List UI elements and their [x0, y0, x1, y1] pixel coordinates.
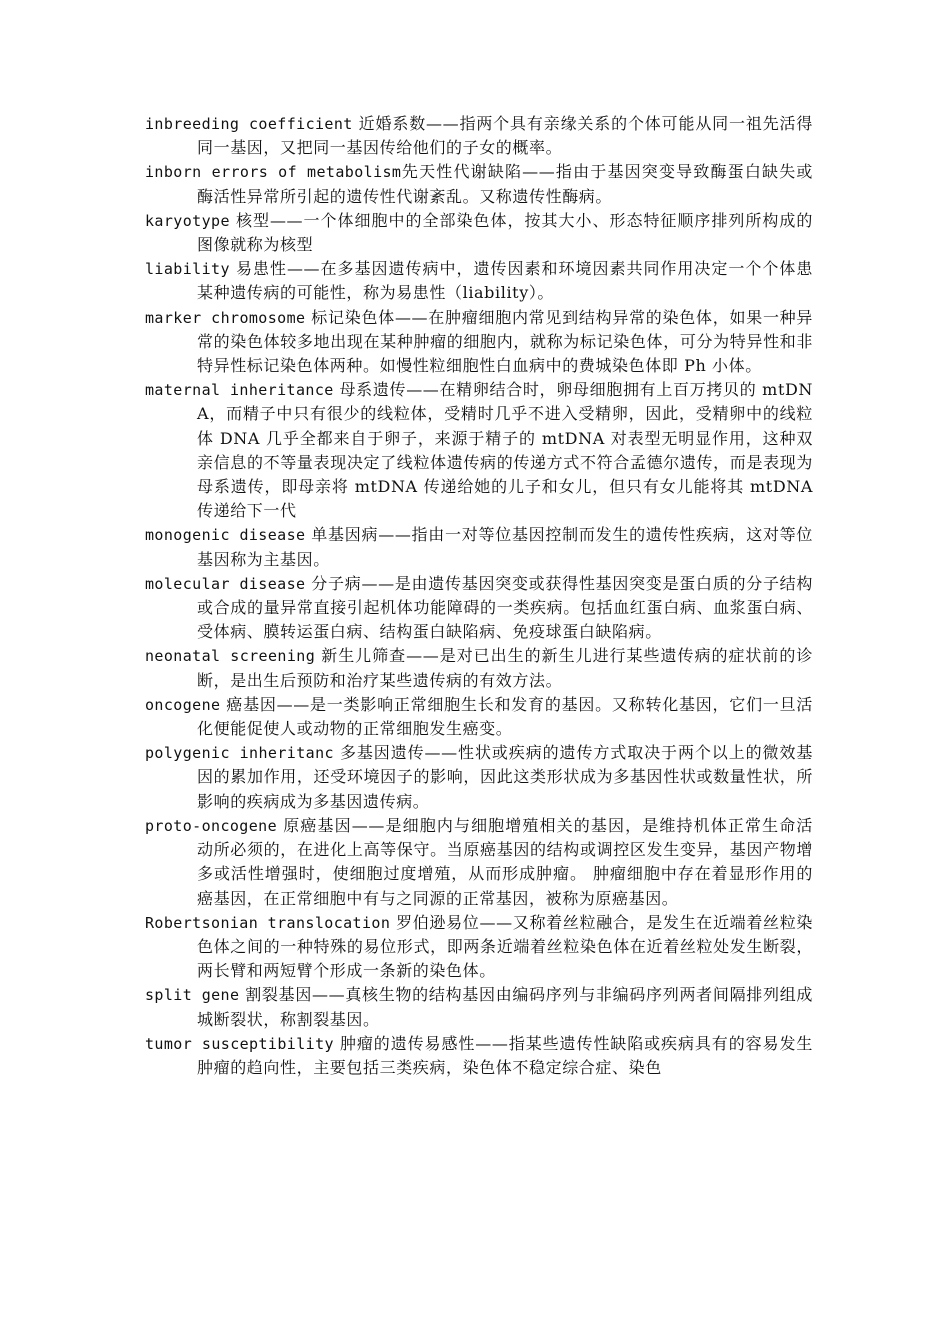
entry-term: oncogene: [145, 695, 221, 714]
entry-definition: 分子病——是由遗传基因突变或获得性基因突变是蛋白质的分子结构或合成的量异常直接引起机体功能障碍的一类疾病。包括血红蛋白病、血浆蛋白病、受体病、膜转运蛋白病、结构蛋白缺陷病、免疫球蛋白缺陷病。: [197, 573, 814, 642]
glossary-list: [145, 112, 813, 1080]
entry-definition: 多基因遗传——性状或疾病的遗传方式取决于两个以上的微效基因的累加作用，还受环境因子的影响，因此这类形状成为多基因性状或数量性状，所影响的疾病成为多基因遗传病。: [197, 743, 813, 811]
glossary-entry: [145, 911, 813, 984]
entry-definition: 原癌基因——是细胞内与细胞增殖相关的基因，是维持机体正常生命活动所必须的，在进化上高等保守。当原癌基因的结构或调控区发生变异，基因产物增多或活性增强时，使细胞过度增殖，从而形成肿瘤。 肿瘤细胞中存在着显形作用的癌基因，在正常细胞中有与之同源的正常基因，被称为原癌基因。: [197, 815, 813, 908]
entry-term: marker chromosome: [145, 308, 306, 327]
entry-term: karyotype: [145, 211, 230, 230]
entry-term: neonatal screening: [145, 647, 316, 666]
glossary-entry: [145, 741, 813, 814]
glossary-entry: [145, 1032, 813, 1080]
glossary-entry: [145, 523, 813, 571]
entry-definition: 核型——一个体细胞中的全部染色体，按其大小、形态特征顺序排列所构成的图像就称为核型: [197, 210, 813, 255]
entry-definition: 肿瘤的遗传易感性——指某些遗传性缺陷或疾病具有的容易发生肿瘤的趋向性，主要包括三类疾病，染色体不稳定综合症、染色: [197, 1033, 813, 1077]
entry-definition: 先天性代谢缺陷——指由于基因突变导致酶蛋白缺失或酶活性异常所引起的遗传性代谢紊乱。又称遗传性酶病。: [197, 162, 813, 206]
glossary-entry: [145, 644, 813, 692]
entry-term: liability: [145, 260, 230, 279]
entry-definition: 标记染色体——在肿瘤细胞内常见到结构异常的染色体，如果一种异常的染色体较多地出现在某种肿瘤的细胞内，就称为标记染色体，可分为特异性和非特异性标记染色体两种。如慢性粒细胞性白血病中的费城染色体即 Ph 小体。: [197, 307, 814, 376]
entry-definition: 易患性——在多基因遗传病中，遗传因素和环境因素共同作用决定一个个体患某种遗传病的可能性，称为易患性（liability）。: [197, 259, 813, 303]
entry-term: polygenic inheritanc: [145, 744, 334, 763]
glossary-entry: [145, 257, 813, 305]
entry-definition: 罗伯逊易位——又称着丝粒融合，是发生在近端着丝粒染色体之间的一种特殊的易位形式，即两条近端着丝粒染色体在近着丝粒处发生断裂，两长臂和两短臂个形成一条新的染色体。: [197, 912, 814, 981]
entry-definition: 癌基因——是一类影响正常细胞生长和发育的基因。又称转化基因，它们一旦活化便能促使人或动物的正常细胞发生癌变。: [197, 694, 813, 739]
entry-definition: 割裂基因——真核生物的结构基因由编码序列与非编码序列两者间隔排列组成城断裂状，称割裂基因。: [197, 985, 813, 1029]
glossary-entry: [145, 160, 813, 208]
glossary-entry: [145, 572, 813, 645]
glossary-entry: [145, 378, 813, 523]
entry-term: split gene: [145, 986, 240, 1005]
glossary-entry: [145, 814, 813, 911]
entry-term: inborn errors of metabolism: [145, 163, 402, 182]
entry-definition: 新生儿筛查——是对已出生的新生儿进行某些遗传病的症状前的诊断，是出生后预防和治疗某些遗传病的有效方法。: [197, 646, 813, 690]
glossary-entry: [145, 983, 813, 1031]
entry-definition: 母系遗传——在精卵结合时，卵母细胞拥有上百万拷贝的 mtDNA，而精子中只有很少的线粒体，受精时几乎不进入受精卵，因此，受精卵中的线粒体 DNA 几乎全都来自于卵子，来源于精子的 mtDNA 对表型无明显作用，这种双亲信息的不等量表现决定了线粒体遗传病的传递方式不符合孟德尔遗传，而是表现为母系遗传，即母亲将 mtDNA 传递给她的儿子和女儿，但只有女儿能将其 mtDNA 传递给下一代: [197, 380, 813, 521]
entry-term: molecular disease: [145, 574, 306, 593]
entry-definition: 单基因病——指由一对等位基因控制而发生的遗传性疾病，这对等位基因称为主基因。: [197, 525, 814, 569]
entry-definition: 近婚系数——指两个具有亲缘关系的个体可能从同一祖先活得同一基因，又把同一基因传给他们的子女的概率。: [197, 114, 814, 158]
entry-term: maternal inheritance: [145, 381, 334, 400]
glossary-entry: [145, 112, 813, 160]
entry-term: tumor susceptibility: [145, 1034, 334, 1053]
entry-term: inbreeding coefficient: [145, 115, 353, 133]
glossary-entry: [145, 209, 813, 257]
glossary-entry: [145, 306, 813, 379]
glossary-entry: [145, 693, 813, 741]
entry-term: proto-oncogene: [145, 816, 278, 835]
entry-term: Robertsonian translocation: [145, 913, 391, 932]
entry-term: monogenic disease: [145, 526, 306, 545]
